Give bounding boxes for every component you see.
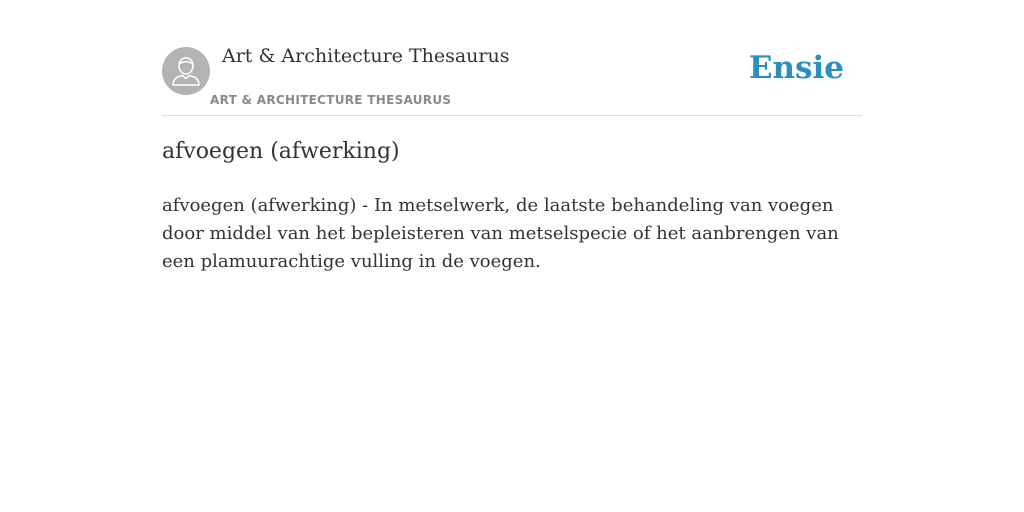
term-title: afvoegen (afwerking): [162, 139, 400, 164]
user-avatar-icon: [162, 47, 210, 95]
author-name[interactable]: Art & Architecture Thesaurus: [222, 45, 510, 67]
avatar[interactable]: [162, 47, 210, 95]
definition-text: afvoegen (afwerking) - In metselwerk, de laatste behandeling van voegen door middel van het bepleisteren van metselspecie of het aanbrengen van een plamuurachtige vulling in de voegen.: [162, 195, 839, 272]
header: [162, 40, 862, 116]
source-label: ART & ARCHITECTURE THESAURUS: [210, 93, 452, 107]
brand-logo[interactable]: Ensie: [748, 50, 844, 86]
